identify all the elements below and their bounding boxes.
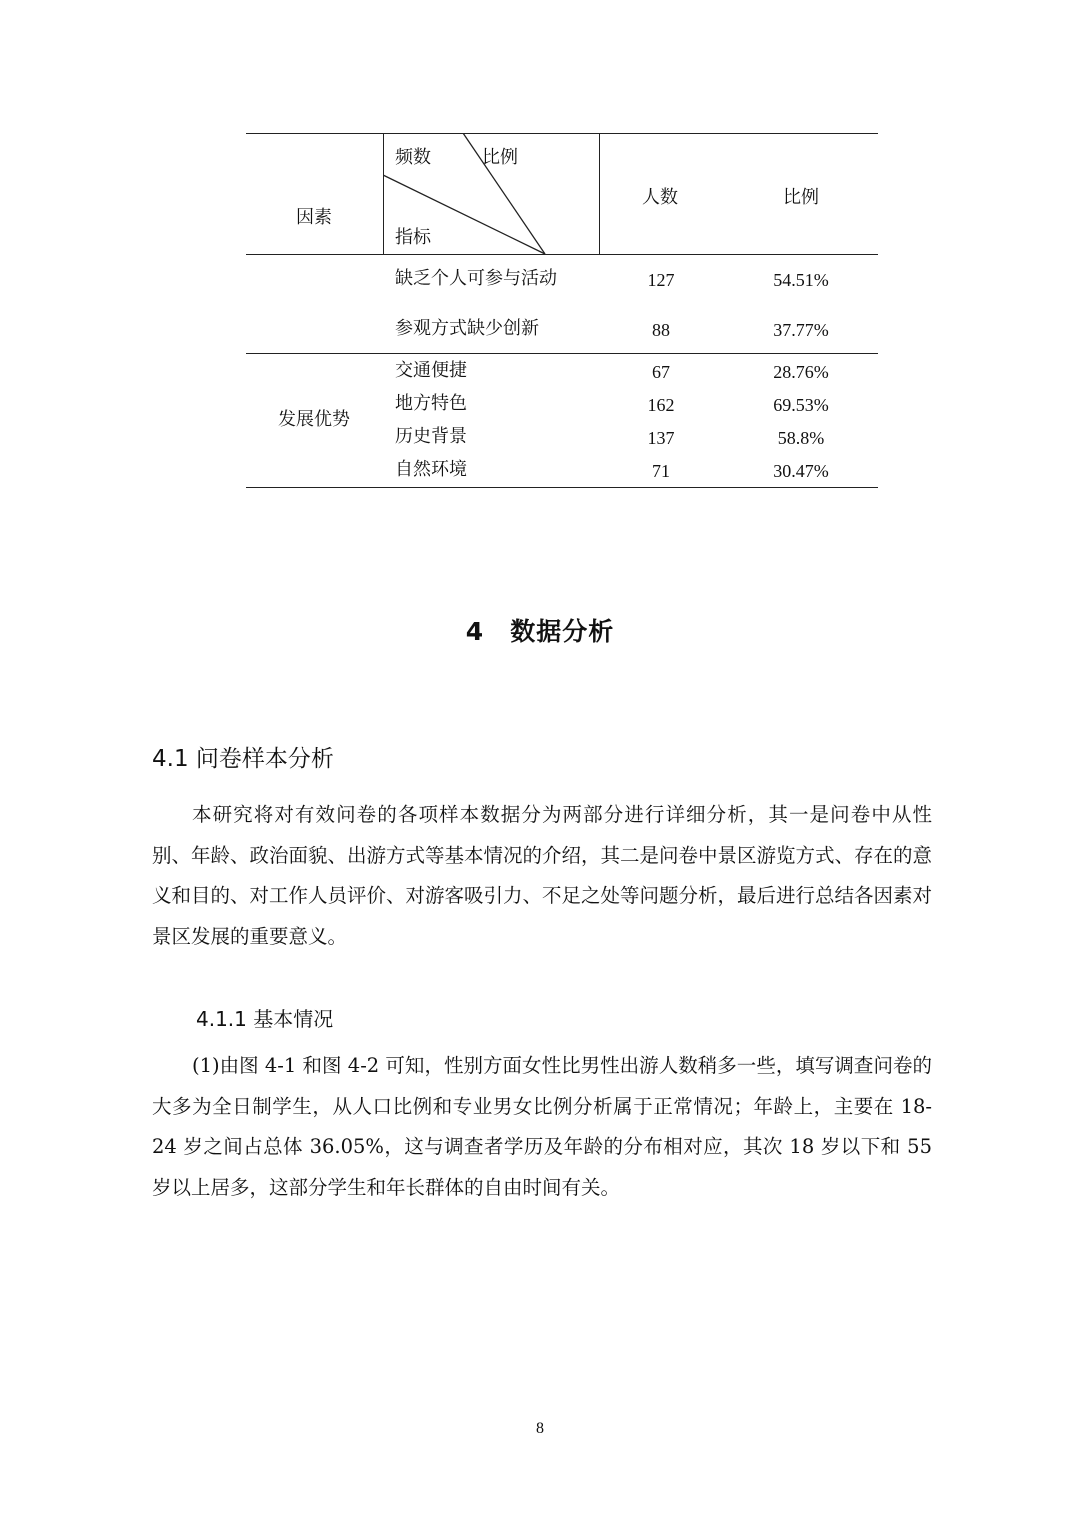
row-item: 自然环境: [395, 459, 467, 480]
subsection-heading: 4.1.1 基本情况: [196, 1007, 334, 1031]
row-count: 71: [652, 461, 670, 481]
header-diag-frequency: 频数: [395, 147, 431, 168]
row-ratio: 37.77%: [773, 320, 829, 340]
header-factor: 因素: [296, 207, 332, 228]
body-paragraph-intro: 本研究将对有效问卷的各项样本数据分为两部分进行详细分析，其一是问卷中从性别、年龄、政治面貌、出游方式等基本情况的介绍，其二是问卷中景区游览方式、存在的意义和目的、对工作人员评价、对游客吸引力、不足之处等问题分析，最后进行总结各因素对景区发展的重要意义。: [152, 803, 933, 948]
row-count: 88: [652, 320, 670, 340]
row-item: 地方特色: [395, 393, 467, 414]
table-bottom-rule: [246, 487, 878, 488]
page-number: 8: [536, 1420, 544, 1437]
table-group-rule: [246, 353, 878, 354]
chapter-number: 4: [465, 617, 485, 646]
row-item: 缺乏个人可参与活动: [395, 268, 557, 289]
group-label-advantages: 发展优势: [278, 409, 350, 430]
chapter-heading: [0, 612, 1080, 648]
row-ratio: 54.51%: [773, 270, 829, 290]
row-item: 参观方式缺少创新: [395, 318, 539, 339]
chapter-title: 数据分析: [510, 617, 615, 646]
row-count: 162: [647, 395, 675, 415]
header-diag-ratio: 比例: [482, 147, 518, 168]
row-item: 历史背景: [395, 426, 467, 447]
header-diag-indicator: 指标: [395, 227, 431, 248]
header-ratio: 比例: [783, 187, 819, 208]
row-count: 127: [647, 270, 675, 290]
section-heading: 4.1 问卷样本分析: [152, 746, 334, 772]
row-count: 137: [647, 428, 675, 448]
row-count: 67: [652, 362, 670, 382]
row-ratio: 69.53%: [773, 395, 829, 415]
row-ratio: 30.47%: [773, 461, 829, 481]
body-paragraph-basic-info: (1)由图 4-1 和图 4-2 可知，性别方面女性比男性出游人数稍多一些，填写调查问卷的大多为全日制学生，从人口比例和专业男女比例分析属于正常情况；年龄上，主要在 18-24 岁之间占总体 36.05%，这与调查者学历及年龄的分布相对应，其次 18 岁以下和 55 岁以上居多，这部分学生和年长群体的自由时间有关。: [152, 1054, 932, 1199]
row-ratio: 58.8%: [777, 428, 825, 448]
header-count: 人数: [642, 187, 678, 208]
row-item: 交通便捷: [395, 360, 467, 381]
row-ratio: 28.76%: [773, 362, 829, 382]
